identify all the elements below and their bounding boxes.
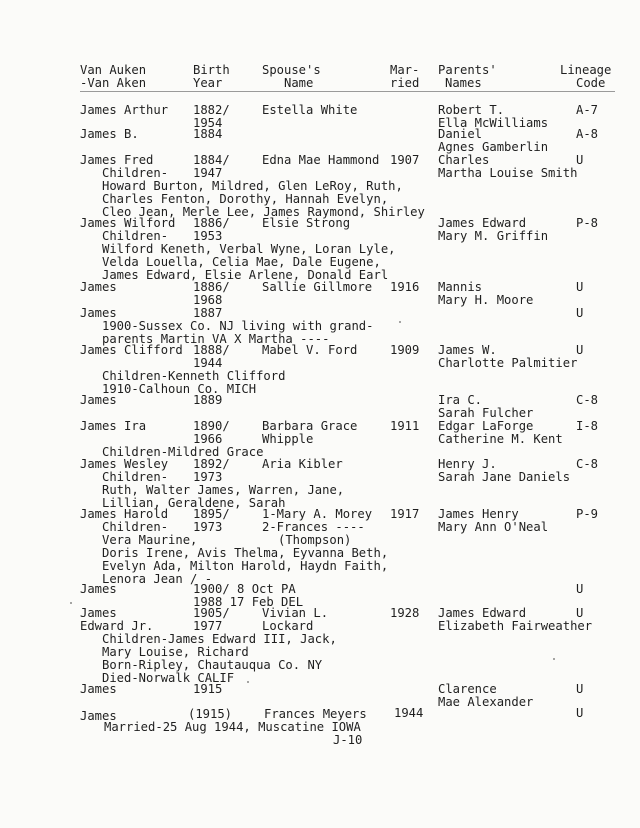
- entry-lineage-code: C-8: [576, 457, 599, 471]
- entry-parent: Elizabeth Fairweather: [438, 619, 593, 633]
- entry-name: James Fred: [80, 153, 154, 167]
- entry-death: 1944: [193, 356, 223, 370]
- entry-note: Born-Ripley, Chautauqua Co. NY: [102, 658, 323, 672]
- header-spouse-line1: Spouse's: [262, 63, 321, 77]
- entry-death: 1973: [193, 470, 223, 484]
- entry-parent: Mary H. Moore: [438, 293, 534, 307]
- entry-birth: 1905/: [193, 606, 230, 620]
- entry-parent: Mae Alexander: [438, 695, 534, 709]
- entry-note: Lenora Jean / -: [102, 572, 213, 586]
- entry-death: 1988 17 Feb DEL: [193, 595, 304, 609]
- entry-note: Howard Burton, Mildred, Glen LeRoy, Ruth,: [102, 179, 403, 193]
- entry-parent: Mannis: [438, 280, 483, 294]
- entry-lineage-code: C-8: [576, 393, 599, 407]
- entry-spouse: 1-Mary A. Morey: [262, 507, 373, 521]
- entry-married: 1928: [390, 606, 420, 620]
- entry-parent: James Edward: [438, 606, 527, 620]
- entry-lineage-code: P-8: [576, 216, 599, 230]
- entry-name: James: [80, 606, 117, 620]
- entry-parent: Edgar LaForge: [438, 419, 534, 433]
- entry-birth: 1882/: [193, 103, 230, 117]
- entry-parent: Catherine M. Kent: [438, 432, 563, 446]
- entry-note: Velda Louella, Celia Mae, Dale Eugene,: [102, 255, 381, 269]
- entry-spouse: Edna Mae Hammond: [262, 153, 380, 167]
- entry-note: James Edward, Elsie Arlene, Donald Earl: [102, 268, 389, 282]
- entry-parent: Daniel: [438, 127, 483, 141]
- entry-married: 1944: [394, 706, 424, 720]
- entry-note: Ruth, Walter James, Warren, Jane,: [102, 483, 345, 497]
- entry-lineage-code: U: [576, 153, 584, 167]
- scan-speck: [247, 681, 249, 683]
- header-married-line2: ried: [390, 76, 420, 90]
- entry-birth: (1915): [188, 707, 233, 721]
- entry-name: James: [80, 280, 117, 294]
- entry-spouse: Vivian L.: [262, 606, 329, 620]
- entry-note: parents Martin VA X Martha ----: [102, 332, 330, 346]
- page-number: J-10: [333, 733, 363, 747]
- entry-name: James: [80, 582, 117, 596]
- entry-children-label: Children-: [102, 470, 169, 484]
- header-name-line2: -Van Aken: [80, 76, 147, 90]
- entry-birth: 1889: [193, 393, 223, 407]
- entry-married: 1916: [390, 280, 420, 294]
- entry-name: James: [80, 393, 117, 407]
- entry-parent: Ella McWilliams: [438, 116, 549, 130]
- entry-married: 1909: [390, 343, 420, 357]
- entry-note: Charles Fenton, Dorothy, Hannah Evelyn,: [102, 192, 389, 206]
- entry-parent: Robert T.: [438, 103, 505, 117]
- entry-death: 1947: [193, 166, 223, 180]
- entry-death: 1953: [193, 229, 223, 243]
- entry-death: 1977: [193, 619, 223, 633]
- entry-children-label: Children-: [102, 229, 169, 243]
- entry-note: 1900-Sussex Co. NJ living with grand-: [102, 319, 374, 333]
- entry-birth: 1895/: [193, 507, 230, 521]
- entry-parent: Sarah Fulcher: [438, 406, 534, 420]
- entry-lineage-code: U: [576, 606, 584, 620]
- entry-name: James: [80, 306, 117, 320]
- entry-parent: Agnes Gamberlin: [438, 140, 549, 154]
- entry-spouse: Estella White: [262, 103, 358, 117]
- entry-note: 1910-Calhoun Co. MICH: [102, 382, 257, 396]
- header-birth-line1: Birth: [193, 63, 230, 77]
- entry-parent: Martha Louise Smith: [438, 166, 578, 180]
- entry-lineage-code: U: [576, 582, 584, 596]
- entry-parent: Ira C.: [438, 393, 483, 407]
- scan-speck: [553, 658, 555, 660]
- entry-name: Edward Jr.: [80, 619, 154, 633]
- entry-birth: 1900/ 8 Oct PA: [193, 582, 296, 596]
- entry-parent: Sarah Jane Daniels: [438, 470, 571, 484]
- entry-lineage-code: I-8: [576, 419, 599, 433]
- entry-birth: 1886/: [193, 216, 230, 230]
- entry-parent: Clarence: [438, 682, 497, 696]
- entry-married: 1907: [390, 153, 420, 167]
- scan-speck: [70, 602, 72, 604]
- header-married-line1: Mar-: [390, 63, 420, 77]
- entry-note: Lillian, Geraldene, Sarah: [102, 496, 286, 510]
- entry-birth: 1884/: [193, 153, 230, 167]
- entry-note: Cleo Jean, Merle Lee, James Raymond, Shirley: [102, 205, 425, 219]
- entry-parent: James Edward: [438, 216, 527, 230]
- entry-note: Children-Mildred Grace: [102, 445, 264, 459]
- entry-birth: 1884: [193, 127, 223, 141]
- header-name-line1: Van Auken: [80, 63, 147, 77]
- entry-lineage-code: U: [576, 706, 584, 720]
- entry-note: Evelyn Ada, Milton Harold, Haydn Faith,: [102, 559, 389, 573]
- entry-name: James Clifford: [80, 343, 183, 357]
- entry-children-label: Children-: [102, 166, 169, 180]
- entry-spouse: Lockard: [262, 619, 314, 633]
- entry-parent: Mary Ann O'Neal: [438, 520, 549, 534]
- entry-birth: 1890/: [193, 419, 230, 433]
- entry-parent: Henry J.: [438, 457, 497, 471]
- entry-name: James: [80, 709, 117, 723]
- entry-parent: Charlotte Palmitier: [438, 356, 578, 370]
- header-lineage-line2: Code: [576, 76, 606, 90]
- entry-note: Wilford Keneth, Verbal Wyne, Loran Lyle,: [102, 242, 396, 256]
- entry-birth: 1888/: [193, 343, 230, 357]
- entry-note: Doris Irene, Avis Thelma, Eyvanna Beth,: [102, 546, 389, 560]
- entry-lineage-code: A-7: [576, 103, 599, 117]
- entry-lineage-code: U: [576, 306, 584, 320]
- entry-note: Children-Kenneth Clifford: [102, 369, 286, 383]
- scan-speck: [399, 321, 401, 323]
- header-lineage-line1: Lineage: [560, 63, 612, 77]
- entry-note: Children-James Edward III, Jack,: [102, 632, 337, 646]
- entry-name: James Wilford: [80, 216, 176, 230]
- entry-lineage-code: U: [576, 343, 584, 357]
- entry-parent: James W.: [438, 343, 497, 357]
- entry-lineage-code: P-9: [576, 507, 599, 521]
- entry-note: Vera Maurine,: [102, 533, 198, 547]
- entry-spouse: Whipple: [262, 432, 314, 446]
- entry-note: Married-25 Aug 1944, Muscatine IOWA: [104, 720, 361, 734]
- entry-spouse: Mabel V. Ford: [262, 343, 358, 357]
- entry-spouse: 2-Frances ----: [262, 520, 365, 534]
- entry-name: James: [80, 682, 117, 696]
- entry-name: James Harold: [80, 507, 169, 521]
- entry-birth: 1886/: [193, 280, 230, 294]
- entry-spouse: Barbara Grace: [262, 419, 358, 433]
- entry-birth: 1915: [193, 682, 223, 696]
- entry-death: 1966: [193, 432, 223, 446]
- entry-parent: James Henry: [438, 507, 519, 521]
- entry-lineage-code: U: [576, 280, 584, 294]
- entry-birth: 1892/: [193, 457, 230, 471]
- header-parents-line2: Names: [445, 76, 482, 90]
- entry-note: Died-Norwalk CALIF: [102, 671, 235, 685]
- entry-death: 1954: [193, 116, 223, 130]
- entry-death: 1968: [193, 293, 223, 307]
- entry-spouse: (Thompson): [278, 533, 352, 547]
- entry-spouse: Sallie Gillmore: [262, 280, 373, 294]
- entry-parent: Mary M. Griffin: [438, 229, 549, 243]
- entry-parent: Charles: [438, 153, 490, 167]
- entry-birth: 1887: [193, 306, 223, 320]
- entry-married: 1911: [390, 419, 420, 433]
- entry-lineage-code: U: [576, 682, 584, 696]
- entry-name: James B.: [80, 127, 139, 141]
- entry-death: 1973: [193, 520, 223, 534]
- header-rule: [80, 91, 615, 92]
- entry-children-label: Children-: [102, 520, 169, 534]
- entry-name: James Wesley: [80, 457, 169, 471]
- entry-spouse: Elsie Strong: [262, 216, 351, 230]
- entry-name: James Arthur: [80, 103, 169, 117]
- entry-lineage-code: A-8: [576, 127, 599, 141]
- header-spouse-line2: Name: [284, 76, 314, 90]
- entry-spouse: Frances Meyers: [264, 707, 367, 721]
- entry-spouse: Aria Kibler: [262, 457, 343, 471]
- entry-married: 1917: [390, 507, 420, 521]
- header-parents-line1: Parents': [438, 63, 497, 77]
- entry-note: Mary Louise, Richard: [102, 645, 249, 659]
- entry-name: James Ira: [80, 419, 147, 433]
- header-birth-line2: Year: [193, 76, 223, 90]
